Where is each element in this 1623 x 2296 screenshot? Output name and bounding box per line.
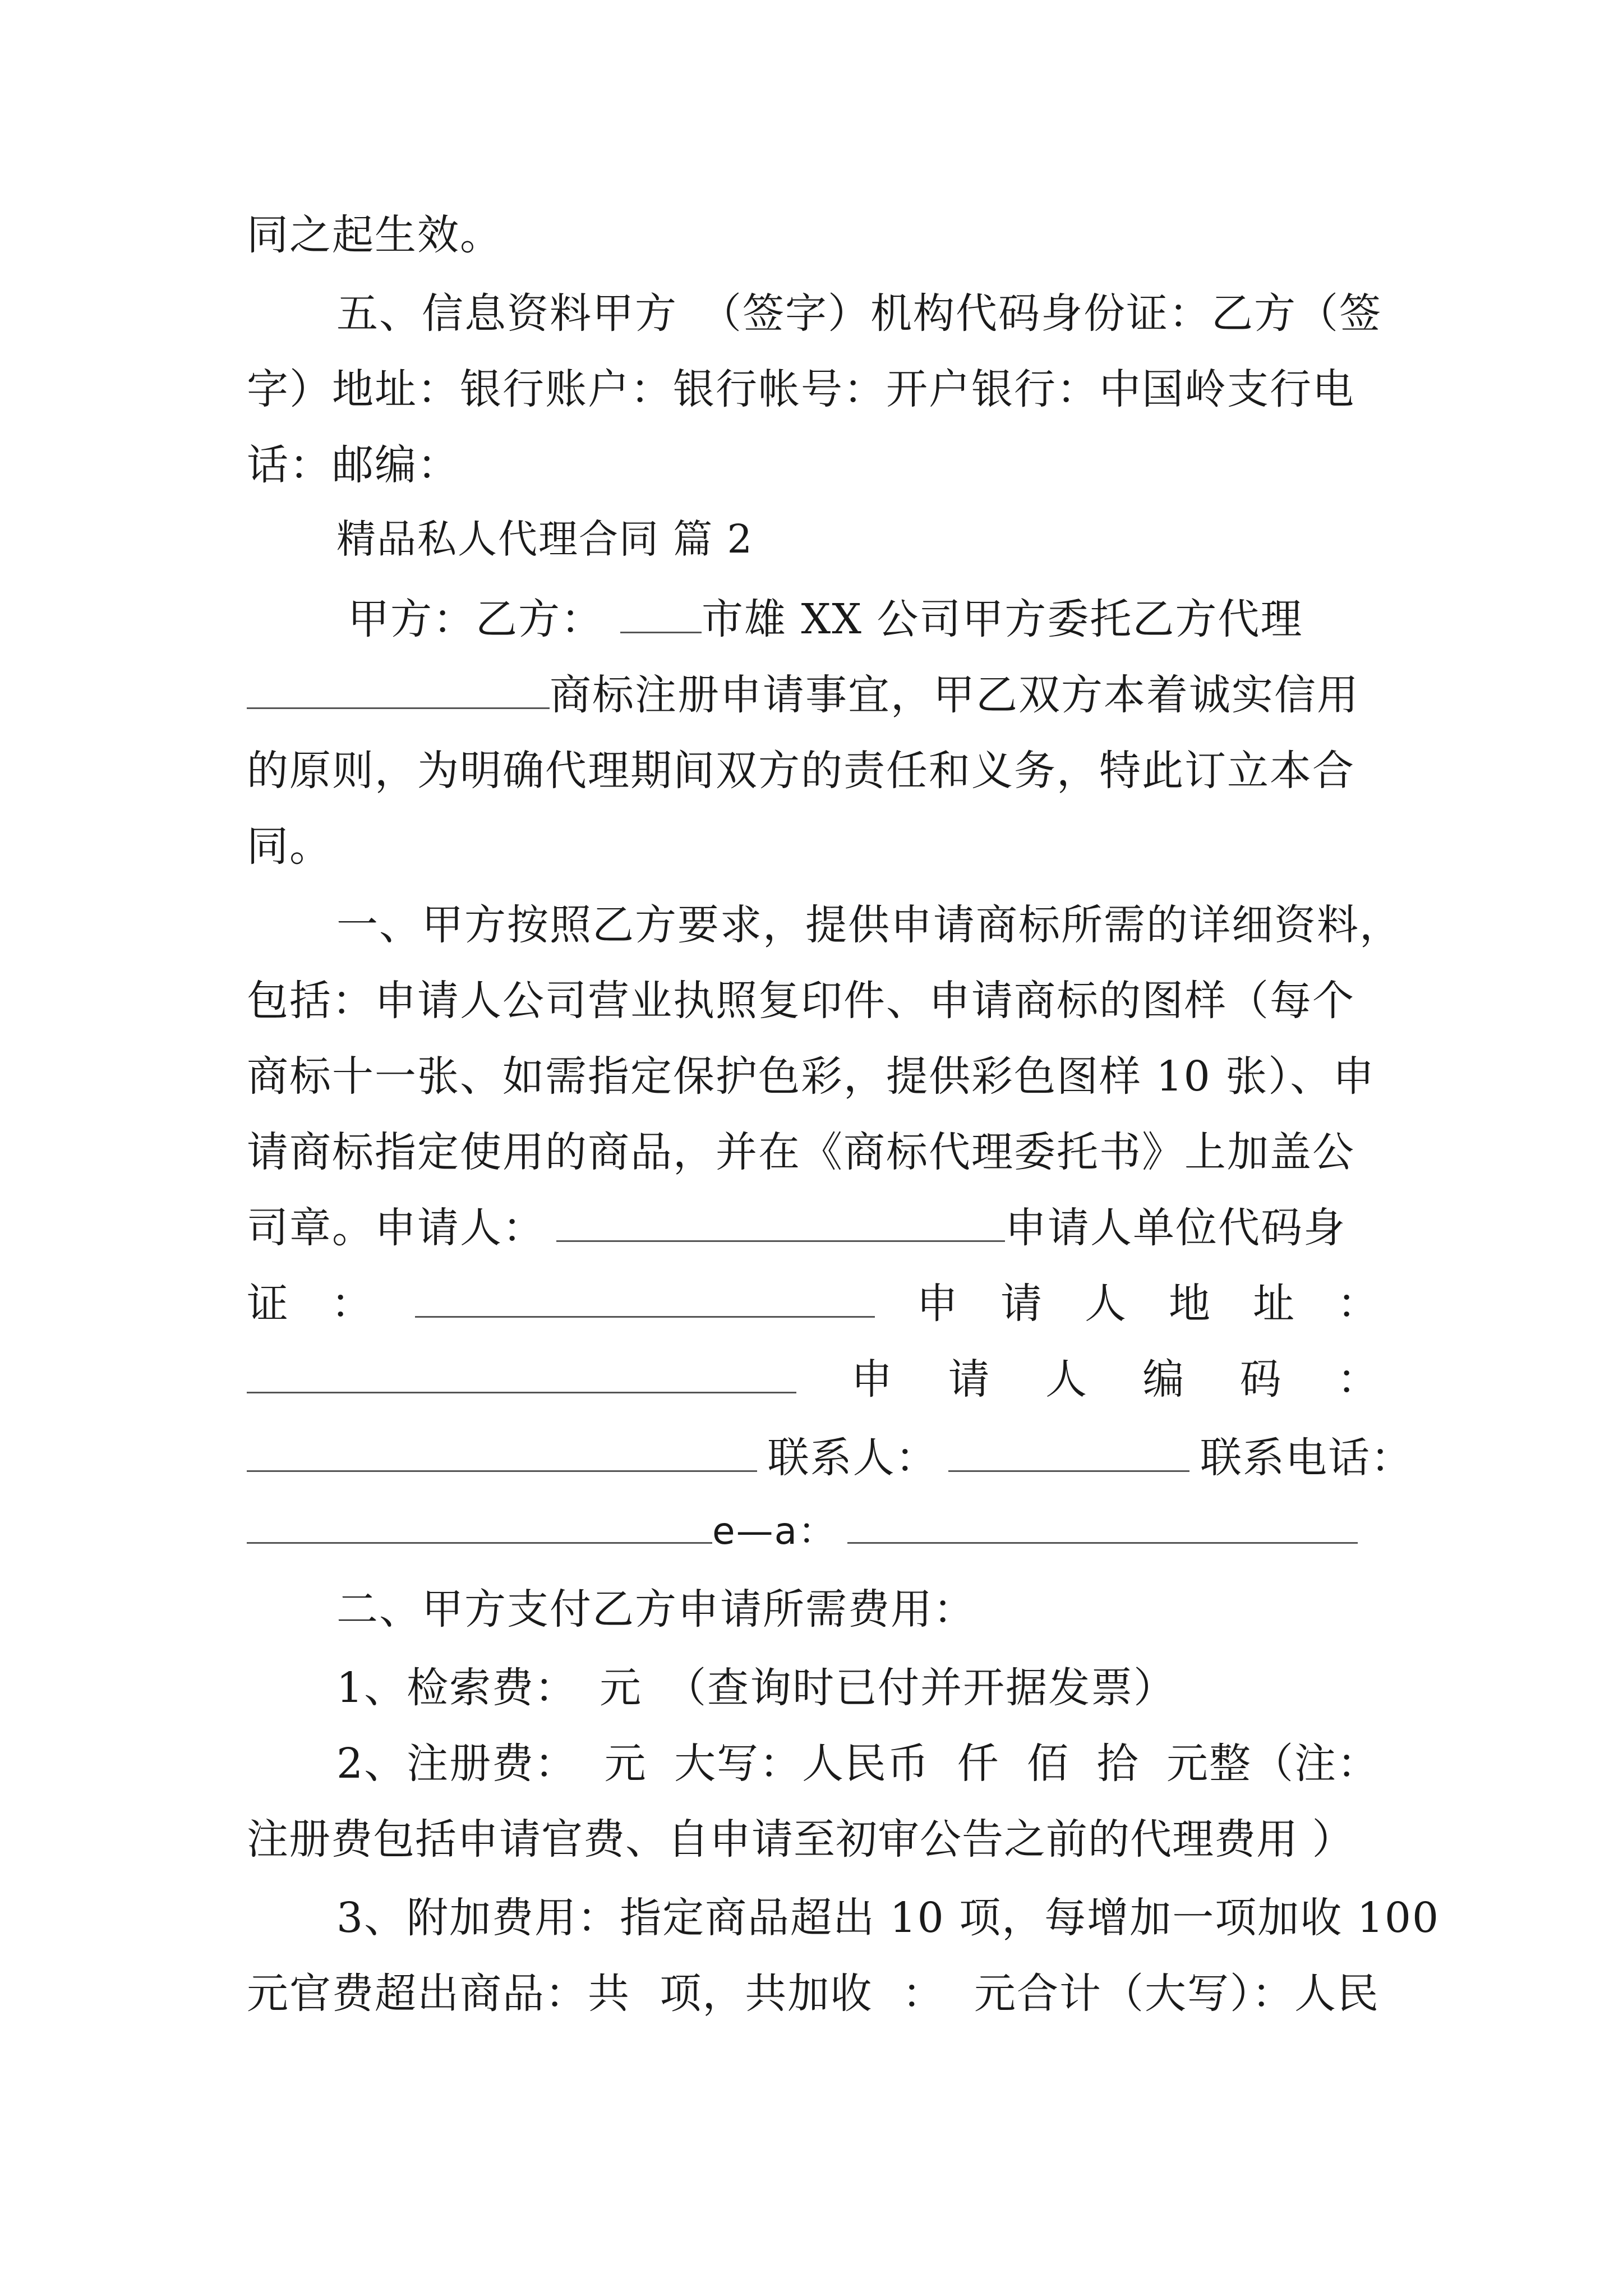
text-line: 注册费包括申请官费、自申请至初审公告之前的代理费用 ） [247,1815,1354,1864]
text-line: 二、甲方支付乙方申请所需费用： [336,1585,976,1634]
text-line: 的原则，为明确代理期间双方的责任和义务，特此订立本合 [247,747,1355,795]
blank-field [847,1501,1358,1544]
text-line: 2、注册费： 元 大写：人民币 仟 佰 拾 元整（注： [336,1740,1380,1788]
blank-field [247,1429,757,1472]
text-line: 司章。申请人： 申请人单位代码身 [247,1195,1346,1254]
text-line: 五、信息资料甲方 （签字）机构代码身份证：乙方（签 [336,289,1382,338]
blank-field [247,1501,712,1544]
text-line: 同之起生效。 [247,211,502,259]
text-line: 证 ： 申 请 人 地 址 ： [247,1271,1380,1330]
text-line: 元官费超出商品：共 项，共加收 ： 元合计（大写）：人民 [247,1970,1380,2018]
text-line: 甲方：乙方： 市雄 XX 公司甲方委托乙方代理 [348,586,1303,646]
text-line: e—a： [247,1501,1358,1554]
text-line: 商标十一张、如需指定保护色彩，提供彩色图样 10 张）、申 [247,1052,1376,1101]
text-line: 联系人： 联系电话： [247,1425,1413,1484]
text-line: 请商标指定使用的商品，并在《商标代理委托书》上加盖公 [247,1128,1355,1176]
blank-field [415,1274,875,1318]
text-line: 商标注册申请事宜，甲乙双方本着诚实信用 [247,662,1359,721]
blank-field [556,1199,1005,1242]
section-heading: 精品私人代理合同 篇 2 [336,516,754,562]
text-line: 话：邮编： [247,441,460,489]
text-line: 3、附加费用：指定商品超出 10 项，每增加一项加收 100 [336,1894,1440,1942]
text-line: 同。 [247,822,332,871]
text-line: 一、甲方按照乙方要求，提供申请商标所需的详细资料， [336,901,1402,949]
text-line: 字）地址：银行账户：银行帐号：开户银行：中国岭支行电 [247,365,1355,413]
blank-field [247,1350,796,1393]
text-line: 申 请 人 编 码 ： [247,1346,1380,1406]
blank-field [620,590,702,633]
text-line: 包括：申请人公司营业执照复印件、申请商标的图样（每个 [247,977,1355,1025]
blank-field [247,666,550,709]
text-line: 1、检索费： 元 （查询时已付并开据发票） [336,1664,1177,1712]
blank-field [948,1429,1189,1472]
